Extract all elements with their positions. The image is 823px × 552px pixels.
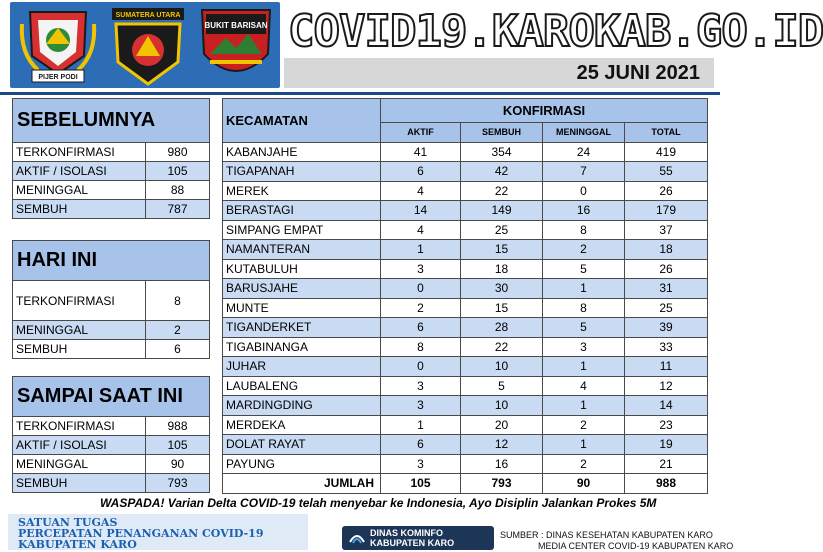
- sembuh-value: 15: [461, 298, 543, 318]
- aktif-value: 14: [381, 201, 461, 221]
- meninggal-value: 7: [543, 162, 625, 182]
- total-value: 12: [625, 376, 708, 396]
- header: [0, 0, 823, 92]
- aktif-value: 6: [381, 435, 461, 455]
- kecamatan-name: MUNTE: [223, 298, 381, 318]
- kecamatan-name: KABANJAHE: [223, 142, 381, 162]
- report-date: 25 JUNI 2021: [576, 62, 700, 84]
- aktif-value: 2: [381, 298, 461, 318]
- sebelumnya-label: TERKONFIRMASI: [13, 143, 146, 162]
- kecamatan-name: LAUBALENG: [223, 376, 381, 396]
- kecamatan-row: [223, 435, 708, 455]
- hari-ini-label: MENINGGAL: [13, 321, 146, 340]
- aktif-value: 3: [381, 376, 461, 396]
- col-sembuh: SEMBUH: [461, 123, 543, 143]
- bukit-barisan-emblem-caption: BUKIT BARISAN: [204, 21, 268, 30]
- meninggal-value: 8: [543, 298, 625, 318]
- aktif-value: 0: [381, 357, 461, 377]
- kecamatan-row: [223, 142, 708, 162]
- total-value: 19: [625, 435, 708, 455]
- total-aktif: 105: [381, 474, 461, 494]
- kecamatan-name: MARDINGDING: [223, 396, 381, 416]
- hari-ini-value: 2: [146, 321, 210, 340]
- kecamatan-name: TIGABINANGA: [223, 337, 381, 357]
- total-value: 21: [625, 454, 708, 474]
- total-value: 14: [625, 396, 708, 416]
- sembuh-value: 5: [461, 376, 543, 396]
- kecamatan-name: PAYUNG: [223, 454, 381, 474]
- sampai-saat-ini-label: SEMBUH: [13, 474, 146, 493]
- total-value: 179: [625, 201, 708, 221]
- kecamatan-name: MEREK: [223, 181, 381, 201]
- kecamatan-name: MERDEKA: [223, 415, 381, 435]
- total-total: 988: [625, 474, 708, 494]
- sampai-saat-ini-label: AKTIF / ISOLASI: [13, 436, 146, 455]
- aktif-value: 3: [381, 396, 461, 416]
- kominfo-badge: [342, 526, 494, 550]
- logo-band: [10, 2, 280, 88]
- sembuh-value: 15: [461, 240, 543, 260]
- total-value: 37: [625, 220, 708, 240]
- total-value: 23: [625, 415, 708, 435]
- site-title: COVID19.KAROKAB.GO.ID: [288, 6, 823, 57]
- total-value: 18: [625, 240, 708, 260]
- col-total: TOTAL: [625, 123, 708, 143]
- meninggal-value: 3: [543, 337, 625, 357]
- sebelumnya-value: 787: [146, 200, 210, 219]
- kecamatan-row: [223, 181, 708, 201]
- sembuh-value: 28: [461, 318, 543, 338]
- sembuh-value: 22: [461, 181, 543, 201]
- sampai-saat-ini-value: 90: [146, 455, 210, 474]
- sebelumnya-label: SEMBUH: [13, 200, 146, 219]
- kecamatan-row: [223, 454, 708, 474]
- sampai-saat-ini-label: MENINGGAL: [13, 455, 146, 474]
- kecamatan-table-body: [223, 142, 708, 474]
- kecamatan-row: [223, 376, 708, 396]
- total-value: 11: [625, 357, 708, 377]
- aktif-value: 8: [381, 337, 461, 357]
- aktif-value: 4: [381, 220, 461, 240]
- aktif-value: 3: [381, 454, 461, 474]
- kecamatan-name: JUHAR: [223, 357, 381, 377]
- col-kecamatan: KECAMATAN: [223, 99, 381, 143]
- kecamatan-name: KUTABULUH: [223, 259, 381, 279]
- hari-ini-label: TERKONFIRMASI: [13, 281, 146, 321]
- meninggal-value: 4: [543, 376, 625, 396]
- sembuh-value: 354: [461, 142, 543, 162]
- total-value: 26: [625, 259, 708, 279]
- kominfo-line-2: KABUPATEN KARO: [370, 538, 455, 548]
- sebelumnya-title: SEBELUMNYA: [13, 99, 210, 143]
- sembuh-value: 10: [461, 396, 543, 416]
- delta-variant-warning: WASPADA! Varian Delta COVID-19 telah menyebar ke Indonesia, Ayo Disiplin Jalankan Prokes 5M: [100, 496, 657, 510]
- sampai-saat-ini-value: 793: [146, 474, 210, 493]
- total-label: JUMLAH: [223, 474, 381, 494]
- kecamatan-row: [223, 298, 708, 318]
- meninggal-value: 5: [543, 259, 625, 279]
- sembuh-value: 16: [461, 454, 543, 474]
- bukit-barisan-military-emblem-icon: [196, 4, 276, 86]
- kecamatan-row: [223, 240, 708, 260]
- satgas-line-1: SATUAN TUGAS: [18, 516, 118, 529]
- sembuh-value: 30: [461, 279, 543, 299]
- col-aktif: AKTIF: [381, 123, 461, 143]
- kecamatan-row: [223, 337, 708, 357]
- sumatera-utara-police-emblem-icon: [108, 4, 188, 86]
- total-sembuh: 793: [461, 474, 543, 494]
- kecamatan-row: [223, 201, 708, 221]
- sebelumnya-table: [12, 98, 210, 219]
- satgas-line-2: PERCEPATAN PENANGANAN COVID-19: [18, 527, 264, 540]
- meninggal-value: 1: [543, 357, 625, 377]
- hari-ini-value: 8: [146, 281, 210, 321]
- sembuh-value: 10: [461, 357, 543, 377]
- kecamatan-name: TIGANDERKET: [223, 318, 381, 338]
- total-value: 26: [625, 181, 708, 201]
- meninggal-value: 2: [543, 240, 625, 260]
- karo-emblem-caption: PIJER PODI: [38, 74, 78, 81]
- source-credits: [500, 530, 733, 552]
- meninggal-value: 24: [543, 142, 625, 162]
- sampai-saat-ini-table: [12, 376, 210, 493]
- total-value: 33: [625, 337, 708, 357]
- kecamatan-row: [223, 357, 708, 377]
- kecamatan-row: [223, 220, 708, 240]
- meninggal-value: 0: [543, 181, 625, 201]
- kecamatan-name: NAMANTERAN: [223, 240, 381, 260]
- sembuh-value: 22: [461, 337, 543, 357]
- sebelumnya-value: 105: [146, 162, 210, 181]
- sampai-saat-ini-title: SAMPAI SAAT INI: [13, 377, 210, 417]
- kecamatan-row: [223, 162, 708, 182]
- total-value: 25: [625, 298, 708, 318]
- meninggal-value: 1: [543, 435, 625, 455]
- footer: [0, 512, 734, 552]
- hari-ini-table: [12, 240, 210, 359]
- kecamatan-row: [223, 396, 708, 416]
- kecamatan-name: BARUSJAHE: [223, 279, 381, 299]
- kecamatan-row: [223, 318, 708, 338]
- aktif-value: 1: [381, 240, 461, 260]
- kecamatan-name: SIMPANG EMPAT: [223, 220, 381, 240]
- sampai-saat-ini-value: 988: [146, 417, 210, 436]
- aktif-value: 4: [381, 181, 461, 201]
- kecamatan-row: [223, 415, 708, 435]
- meninggal-value: 5: [543, 318, 625, 338]
- sebelumnya-label: AKTIF / ISOLASI: [13, 162, 146, 181]
- col-group-konfirmasi: KONFIRMASI: [381, 99, 708, 123]
- total-value: 55: [625, 162, 708, 182]
- kecamatan-name: DOLAT RAYAT: [223, 435, 381, 455]
- kecamatan-table: [222, 98, 708, 494]
- satgas-line-3: KABUPATEN KARO: [18, 538, 137, 551]
- total-value: 39: [625, 318, 708, 338]
- source-line-2: MEDIA CENTER COVID-19 KABUPATEN KARO: [538, 541, 734, 551]
- kominfo-logo-icon: [348, 530, 366, 546]
- kecamatan-row: [223, 259, 708, 279]
- satgas-banner: [8, 514, 308, 550]
- sembuh-value: 12: [461, 435, 543, 455]
- aktif-value: 0: [381, 279, 461, 299]
- total-value: 419: [625, 142, 708, 162]
- aktif-value: 41: [381, 142, 461, 162]
- meninggal-value: 16: [543, 201, 625, 221]
- kominfo-line-1: DINAS KOMINFO: [370, 528, 443, 538]
- aktif-value: 6: [381, 162, 461, 182]
- col-meninggal: MENINGGAL: [543, 123, 625, 143]
- hari-ini-label: SEMBUH: [13, 340, 146, 359]
- total-value: 31: [625, 279, 708, 299]
- kecamatan-name: BERASTAGI: [223, 201, 381, 221]
- aktif-value: 1: [381, 415, 461, 435]
- sembuh-value: 25: [461, 220, 543, 240]
- sampai-saat-ini-value: 105: [146, 436, 210, 455]
- karo-regency-emblem-icon: [18, 4, 98, 86]
- kecamatan-row: [223, 279, 708, 299]
- meninggal-value: 1: [543, 279, 625, 299]
- hari-ini-title: HARI INI: [13, 241, 210, 281]
- hari-ini-value: 6: [146, 340, 210, 359]
- sebelumnya-label: MENINGGAL: [13, 181, 146, 200]
- sembuh-value: 20: [461, 415, 543, 435]
- sebelumnya-value: 88: [146, 181, 210, 200]
- police-emblem-caption: SUMATERA UTARA: [115, 12, 181, 19]
- sembuh-value: 42: [461, 162, 543, 182]
- kecamatan-name: TIGAPANAH: [223, 162, 381, 182]
- date-bar: [284, 58, 714, 88]
- aktif-value: 6: [381, 318, 461, 338]
- sembuh-value: 149: [461, 201, 543, 221]
- header-divider: [0, 92, 720, 95]
- total-meninggal: 90: [543, 474, 625, 494]
- meninggal-value: 1: [543, 396, 625, 416]
- sebelumnya-value: 980: [146, 143, 210, 162]
- aktif-value: 3: [381, 259, 461, 279]
- meninggal-value: 8: [543, 220, 625, 240]
- meninggal-value: 2: [543, 415, 625, 435]
- source-line-1: SUMBER : DINAS KESEHATAN KABUPATEN KARO: [500, 530, 713, 540]
- sembuh-value: 18: [461, 259, 543, 279]
- sampai-saat-ini-label: TERKONFIRMASI: [13, 417, 146, 436]
- meninggal-value: 2: [543, 454, 625, 474]
